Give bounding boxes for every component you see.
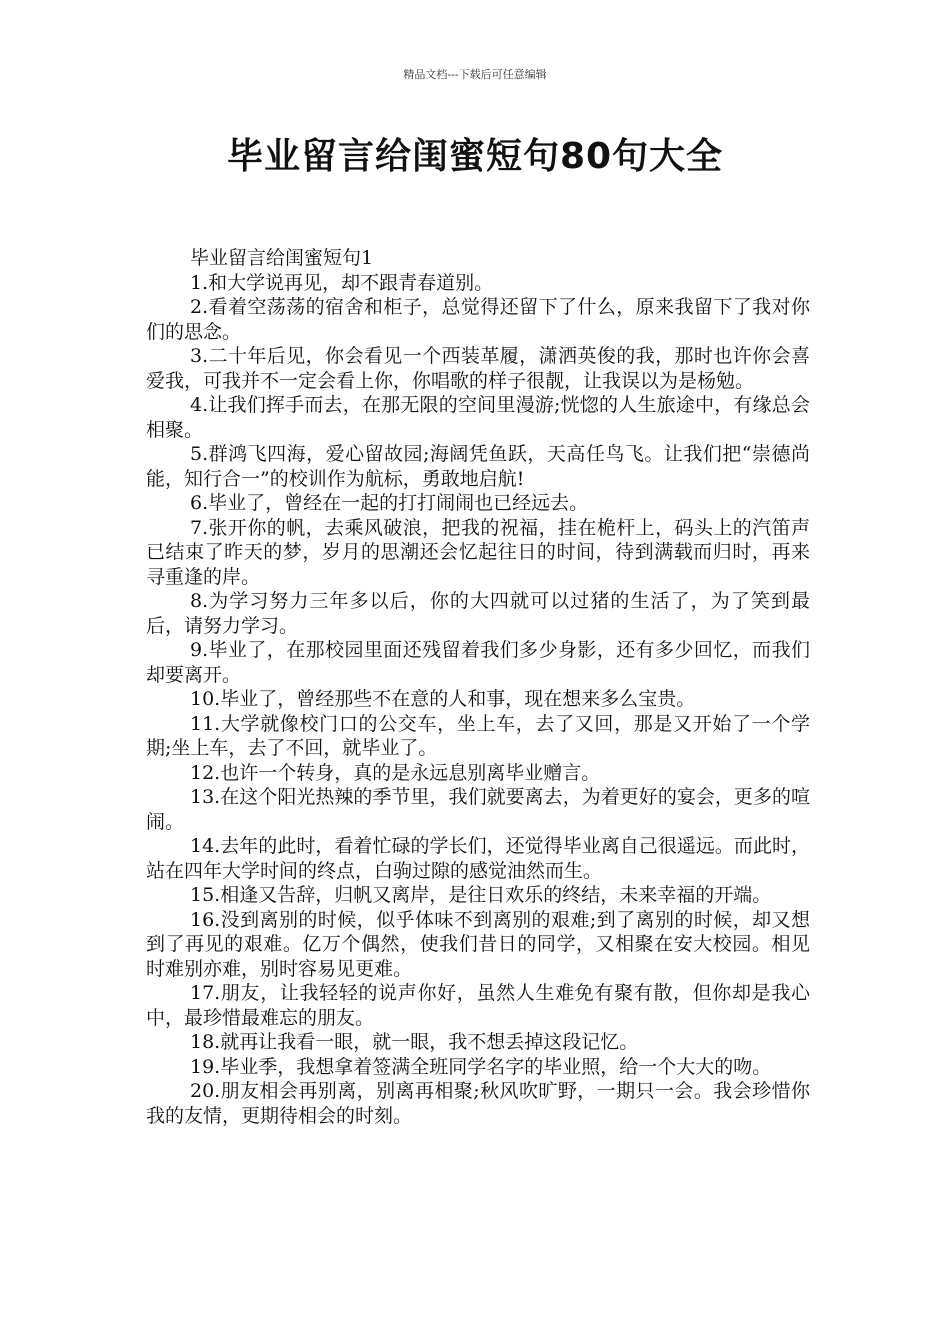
paragraph: 2.看着空荡荡的宿舍和柜子，总觉得还留下了什么，原来我留下了我对你们的思念。 bbox=[146, 296, 810, 343]
paragraph: 6.毕业了，曾经在一起的打打闹闹也已经远去。 bbox=[190, 492, 589, 514]
paragraph: 7.张开你的帆，去乘风破浪，把我的祝福，挂在桅杆上，码头上的汽笛声已结束了昨天的梦，岁月的思潮还会忆起往日的时间，待到满载而归时，再来寻重逢的岸。 bbox=[146, 516, 810, 588]
paragraph: 3.二十年后见，你会看见一个西装革履，潇洒英俊的我，那时也许你会喜爱我，可我并不一定会看上你，你唱歌的样子很靓，让我误以为是杨勉。 bbox=[146, 345, 810, 392]
document-title: 毕业留言给闺蜜短句80句大全 bbox=[226, 136, 724, 177]
paragraph: 20.朋友相会再别离，别离再相聚;秋风吹旷野，一期只一会。我会珍惜你我的友情，更期待相会的时刻。 bbox=[146, 1080, 810, 1127]
page-header: 精品文档---下载后可任意编辑 bbox=[403, 68, 547, 81]
paragraph: 15.相逢又告辞，归帆又离岸，是往日欢乐的终结，未来幸福的开端。 bbox=[190, 884, 772, 906]
paragraph: 8.为学习努力三年多以后，你的大四就可以过猪的生活了，为了笑到最后，请努力学习。 bbox=[146, 590, 810, 637]
paragraph: 1.和大学说再见，却不跟青春道别。 bbox=[190, 271, 494, 294]
paragraph: 12.也许一个转身，真的是永远息别离毕业赠言。 bbox=[190, 761, 601, 784]
paragraph: 18.就再让我看一眼，就一眼，我不想丢掉这段记忆。 bbox=[190, 1031, 639, 1053]
paragraph: 19.毕业季，我想拿着签满全班同学名字的毕业照，给一个大大的吻。 bbox=[190, 1055, 772, 1078]
paragraph: 14.去年的此时，看着忙碌的学长们，还觉得毕业离自己很遥远。而此时，站在四年大学时间的终点，白驹过隙的感觉油然而生。 bbox=[146, 835, 810, 882]
paragraph: 13.在这个阳光热辣的季节里，我们就要离去，为着更好的宴会，更多的喧闹。 bbox=[146, 786, 810, 833]
paragraph: 16.没到离别的时候，似乎体味不到离别的艰难;到了离别的时候，却又想到了再见的艰难。亿万个偶然，使我们昔日的同学，又相聚在安大校园。相见时难别亦难，别时容易见更难。 bbox=[146, 908, 810, 980]
paragraph: 5.群鸿飞四海，爱心留故园;海阔凭鱼跃，天高任鸟飞。让我们把“崇德尚能，知行合一”的校训作为航标，勇敢地启航! bbox=[146, 443, 810, 490]
document-body bbox=[146, 246, 810, 1128]
paragraph: 17.朋友，让我轻轻的说声你好，虽然人生难免有聚有散，但你却是我心中，最珍惜最难忘的朋友。 bbox=[146, 982, 810, 1029]
paragraph: 9.毕业了，在那校园里面还残留着我们多少身影，还有多少回忆，而我们却要离开。 bbox=[146, 639, 810, 686]
paragraph: 10.毕业了，曾经那些不在意的人和事，现在想来多么宝贵。 bbox=[190, 688, 696, 710]
paragraph: 4.让我们挥手而去，在那无限的空间里漫游;恍惚的人生旅途中，有缘总会相聚。 bbox=[146, 394, 810, 441]
paragraph: 11.大学就像校门口的公交车，坐上车，去了又回，那是又开始了一个学期;坐上车，去了不回，就毕业了。 bbox=[146, 712, 810, 759]
section-heading: 毕业留言给闺蜜短句1 bbox=[190, 247, 374, 269]
